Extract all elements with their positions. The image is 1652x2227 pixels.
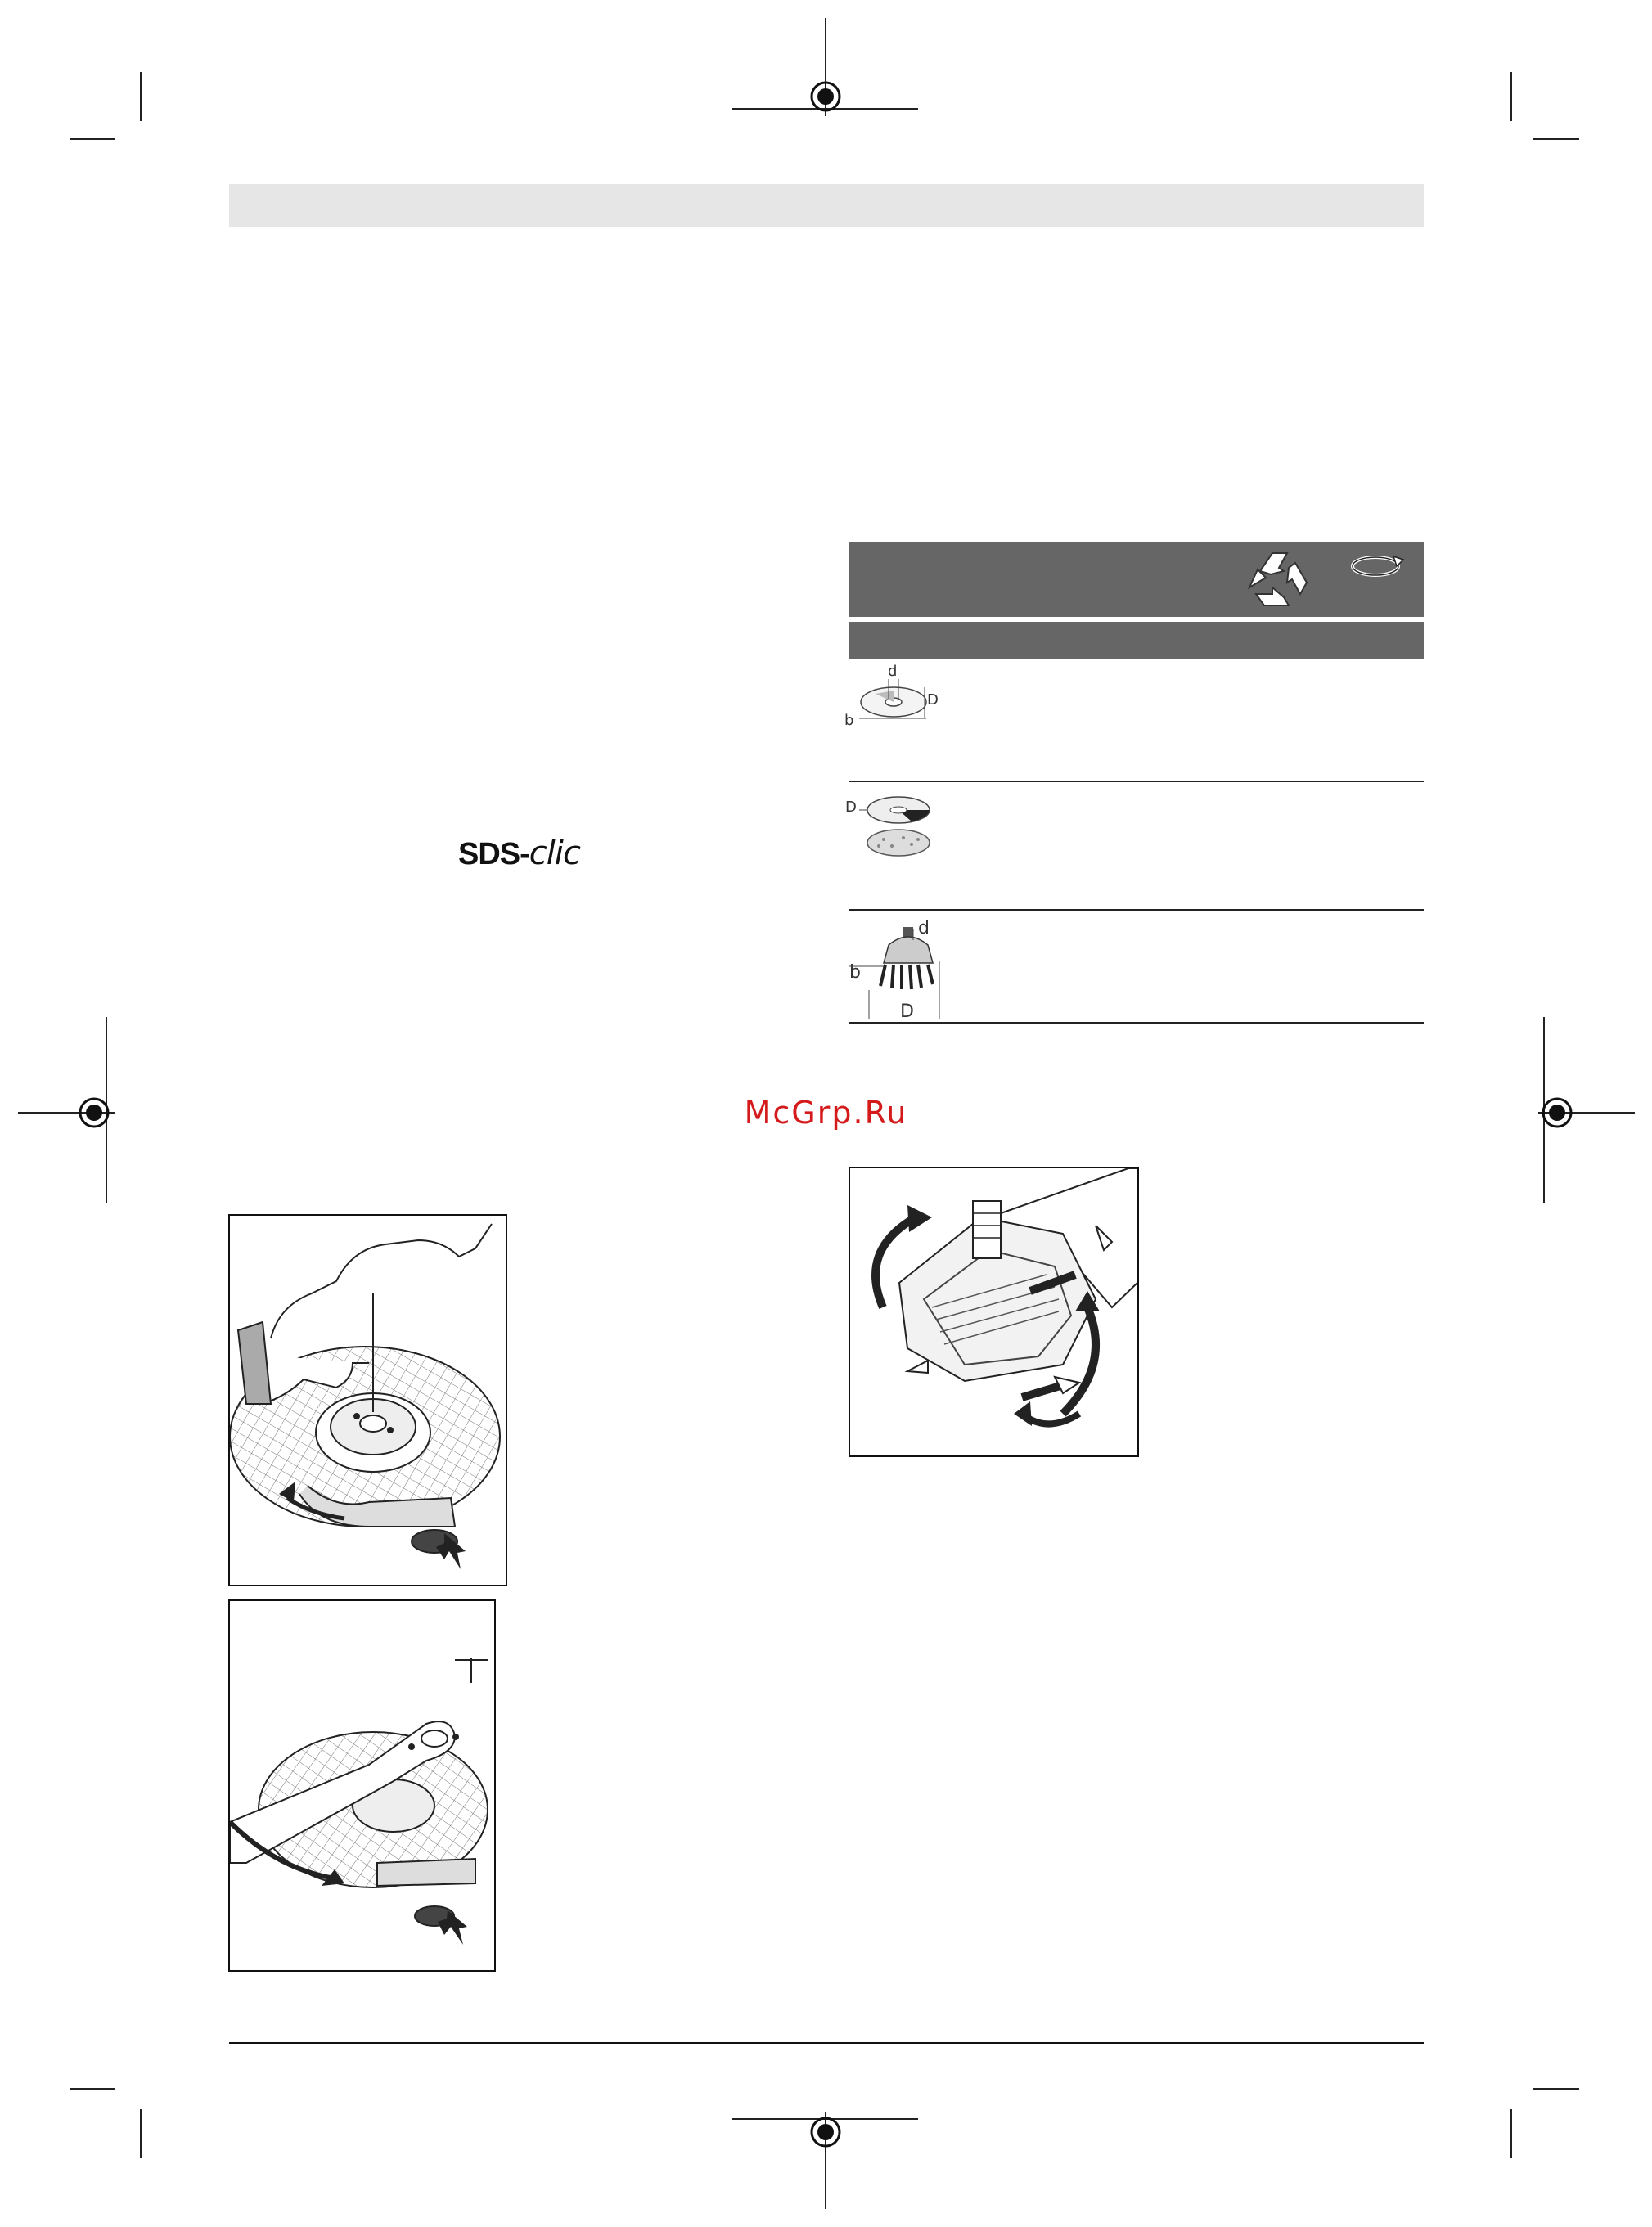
watermark: McGrp.Ru <box>744 1095 908 1131</box>
quick-clamp-nut-hand-figure <box>230 1216 506 1585</box>
footer-rule <box>229 2042 1424 2044</box>
table-header <box>849 542 1424 617</box>
label-d: d <box>888 663 898 680</box>
label-b: b <box>844 712 854 729</box>
label-D: D <box>845 799 857 816</box>
label-D: D <box>927 691 939 709</box>
cutting-disc-icon <box>843 661 945 731</box>
rotation-direction-icon <box>1346 550 1407 583</box>
clic-text: clic <box>529 835 581 872</box>
label-D: D <box>900 1001 914 1022</box>
guard-screws-figure <box>850 1168 1137 1455</box>
table-column-divider <box>849 781 1039 782</box>
header-band <box>229 184 1424 227</box>
cup-brush-icon <box>843 912 949 1023</box>
table-subheader <box>849 622 1424 659</box>
table-row-divider <box>849 909 1424 911</box>
sds-text: SDS- <box>458 837 529 871</box>
label-b: b <box>849 962 861 983</box>
two-pin-spanner-figure <box>230 1601 494 1970</box>
table-row-divider <box>849 1022 1424 1024</box>
label-d: d <box>918 918 930 938</box>
flap-disc-icon <box>843 785 945 867</box>
recycle-icon <box>1240 547 1313 612</box>
sds-clic-logo <box>458 835 580 872</box>
figure-spanner <box>228 1599 496 1972</box>
figure-guard-screws <box>849 1167 1139 1457</box>
figure-clamp-nut <box>228 1214 507 1586</box>
